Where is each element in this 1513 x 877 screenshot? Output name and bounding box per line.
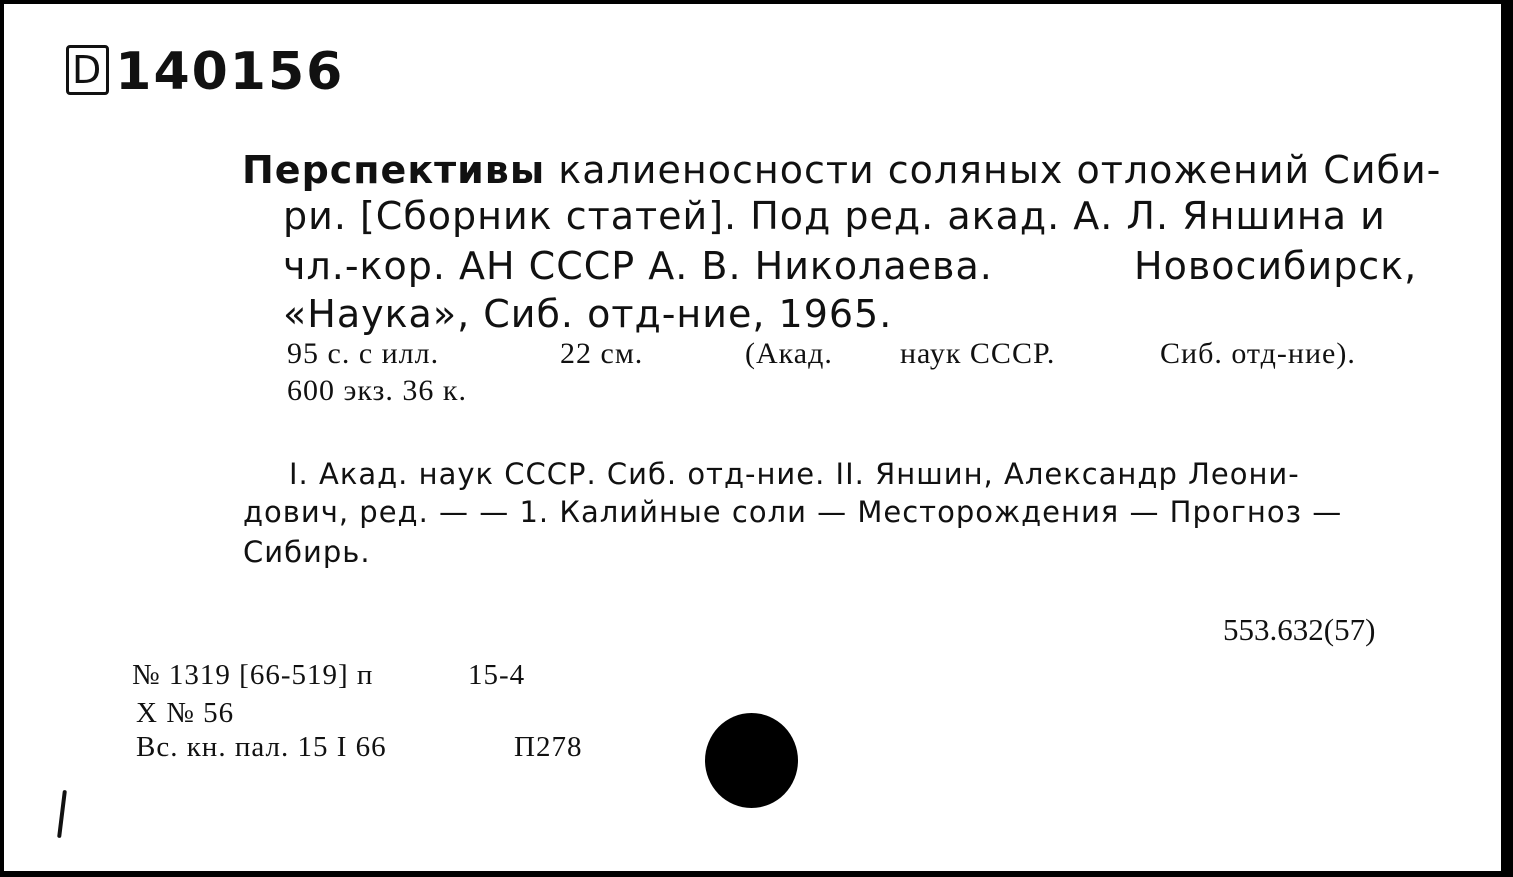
title-line-3-left: чл.-кор. АН СССР А. В. Николаева. — [283, 244, 993, 288]
title-lead-word: Перспективы — [242, 148, 546, 192]
accession-code: 15-4 — [468, 659, 526, 691]
series-number: X № 56 — [136, 697, 235, 729]
series-middle: наук СССР. — [900, 337, 1056, 370]
chamber-code: П278 — [514, 731, 583, 763]
card-border-bottom — [0, 871, 1513, 877]
chamber-record: Вс. кн. пал. 15 I 66 — [136, 731, 387, 763]
print-run-price: 600 экз. 36 к. — [287, 374, 467, 407]
card-number-value: 140156 — [115, 42, 345, 102]
pages-illustrations: 95 с. с илл. — [287, 337, 440, 370]
punch-hole — [705, 713, 798, 808]
tracing-line-1: I. Акад. наук СССР. Сиб. отд-ние. II. Яншин, Александр Леони- — [289, 457, 1300, 491]
size: 22 см. — [560, 337, 644, 370]
title-line-3-right: Новосибирск, — [1134, 244, 1418, 288]
tracing-line-2: дович, ред. — — 1. Калийные соли — Месторождения — Прогноз — — [243, 495, 1343, 529]
card-number — [66, 42, 344, 102]
series-start: (Акад. — [745, 337, 833, 370]
card-number-prefix: D — [66, 45, 109, 95]
pencil-mark — [57, 790, 67, 838]
tracing-line-3: Сибирь. — [243, 535, 371, 569]
title-line-2: ри. [Сборник статей]. Под ред. акад. А. Л. Яншина и — [283, 194, 1386, 238]
classification-number: 553.632(57) — [1223, 612, 1376, 647]
accession-number: № 1319 [66-519] п — [132, 659, 374, 691]
title-line-1 — [242, 148, 1441, 192]
series-end: Сиб. отд-ние). — [1160, 337, 1356, 370]
card-border-right — [1501, 0, 1513, 877]
card-border-top — [0, 0, 1513, 4]
title-line-1-rest: калиеносности соляных отложений Сиби- — [545, 148, 1442, 192]
title-line-4: «Наука», Сиб. отд-ние, 1965. — [283, 292, 893, 336]
card-border-left — [0, 0, 4, 877]
